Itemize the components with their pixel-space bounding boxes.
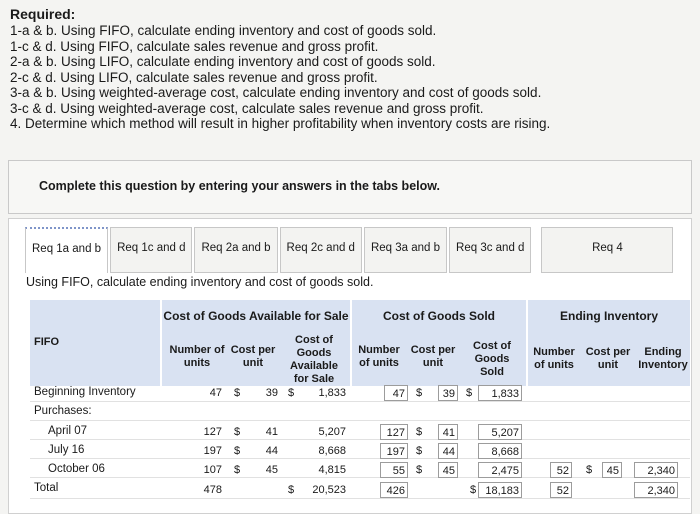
currency-symbol: $ <box>470 484 477 496</box>
row-label-beginning: Beginning Inventory <box>34 386 136 398</box>
april-available: 5,207 <box>318 426 346 438</box>
october-units: 107 <box>203 464 222 476</box>
april-sold-total-input[interactable]: 5,207 <box>478 424 522 440</box>
october-sold-cost-input[interactable]: 45 <box>438 462 458 478</box>
fifo-instruction: Using FIFO, calculate ending inventory and cost of goods sold. <box>26 275 374 289</box>
requirement-line: 4. Determine which method will result in higher profitability when inventory costs are rising. <box>10 116 551 131</box>
october-sold-units-input[interactable]: 55 <box>380 462 408 478</box>
row-label-purchases: Purchases: <box>34 405 92 417</box>
july-sold-units-input[interactable]: 197 <box>380 443 408 459</box>
currency-symbol: $ <box>234 426 241 438</box>
currency-symbol: $ <box>416 464 423 476</box>
april-cost: 41 <box>265 426 278 438</box>
april-sold-cost-input[interactable]: 41 <box>438 424 458 440</box>
requirement-line: 3-a & b. Using weighted-average cost, calculate ending inventory and cost of goods sold. <box>10 85 542 100</box>
col-header-sold-units: Number of units <box>358 344 400 369</box>
currency-symbol: $ <box>416 426 423 438</box>
october-ending-total-input[interactable]: 2,340 <box>634 462 678 478</box>
july-units: 197 <box>203 445 222 457</box>
method-label: FIFO <box>34 336 60 348</box>
currency-symbol: $ <box>586 464 593 476</box>
july-sold-cost-input[interactable]: 44 <box>438 443 458 459</box>
total-ending-total: 2,340 <box>634 482 678 498</box>
october-sold-total-input[interactable]: 2,475 <box>478 462 522 478</box>
fifo-table <box>30 300 690 510</box>
october-cost: 45 <box>265 464 278 476</box>
tab-req-4[interactable]: Req 4 <box>541 227 673 273</box>
beginning-available: 1,833 <box>318 387 346 399</box>
april-units: 127 <box>203 426 222 438</box>
currency-symbol: $ <box>466 387 473 399</box>
total-ending-units: 52 <box>550 482 572 498</box>
tab-req-2a-b[interactable]: Req 2a and b <box>194 227 277 273</box>
tab-req-3a-b[interactable]: Req 3a and b <box>364 227 447 273</box>
currency-symbol: $ <box>288 387 295 399</box>
beginning-sold-units-input[interactable]: 47 <box>384 385 408 401</box>
required-title: Required: <box>10 6 76 22</box>
col-header-cost-per-unit: Cost per unit <box>230 344 276 369</box>
beginning-units: 47 <box>209 387 222 399</box>
tab-req-1a-b[interactable]: Req 1a and b <box>25 227 108 273</box>
october-ending-cost-input[interactable]: 45 <box>602 462 622 478</box>
header-blank <box>30 300 160 332</box>
currency-symbol: $ <box>234 445 241 457</box>
row-label-total: Total <box>34 482 59 494</box>
october-available: 4,815 <box>318 464 346 476</box>
group-header-sold: Cost of Goods Sold <box>352 300 526 332</box>
requirement-line: 2-c & d. Using LIFO, calculate sales revenue and gross profit. <box>10 69 378 85</box>
total-units: 478 <box>203 484 222 496</box>
requirement-line: 2-a & b. Using LIFO, calculate ending inventory and cost of goods sold. <box>10 54 436 69</box>
currency-symbol: $ <box>288 484 295 496</box>
col-header-sold-cost: Cost per unit <box>410 344 456 369</box>
currency-symbol: $ <box>416 445 423 457</box>
total-sold-units: 426 <box>380 482 408 498</box>
row-label-october: October 06 <box>48 463 105 475</box>
currency-symbol: $ <box>416 387 423 399</box>
col-header-ending-units: Number of units <box>533 346 575 371</box>
requirement-line: 1-c & d. Using FIFO, calculate sales revenue and gross profit. <box>10 38 379 54</box>
tab-bar <box>25 227 675 273</box>
group-header-available: Cost of Goods Available for Sale <box>162 300 350 332</box>
july-sold-total-input[interactable]: 8,668 <box>478 443 522 459</box>
group-header-ending: Ending Inventory <box>528 300 690 332</box>
requirement-line: 1-a & b. Using FIFO, calculate ending inventory and cost of goods sold. <box>10 23 437 38</box>
total-sold-total: 18,183 <box>478 482 522 498</box>
col-header-cost-sold: Cost of Goods Sold <box>473 340 511 378</box>
tab-req-1c-d[interactable]: Req 1c and d <box>110 227 192 273</box>
july-available: 8,668 <box>318 445 346 457</box>
col-header-cost-available: Cost of Goods Available for Sale <box>290 334 338 385</box>
col-header-ending-cost: Cost per unit <box>585 346 631 371</box>
requirement-line: 3-c & d. Using weighted-average cost, calculate sales revenue and gross profit. <box>10 100 484 116</box>
beginning-cost: 39 <box>265 387 278 399</box>
total-available: 20,523 <box>312 484 346 496</box>
complete-instruction: Complete this question by entering your answers in the tabs below. <box>39 179 440 193</box>
requirements-block <box>10 6 690 132</box>
instructions-box <box>8 160 692 214</box>
october-ending-units-input[interactable]: 52 <box>550 462 572 478</box>
july-cost: 44 <box>265 445 278 457</box>
april-sold-units-input[interactable]: 127 <box>380 424 408 440</box>
col-header-ending-inventory: Ending Inventory <box>638 346 688 371</box>
tab-req-2c-d[interactable]: Req 2c and d <box>280 227 362 273</box>
col-header-units: Number of units <box>169 344 225 369</box>
beginning-sold-cost-input[interactable]: 39 <box>438 385 458 401</box>
tab-req-3c-d[interactable]: Req 3c and d <box>449 227 531 273</box>
row-label-april: April 07 <box>48 425 87 437</box>
row-label-july: July 16 <box>48 444 85 456</box>
currency-symbol: $ <box>234 387 241 399</box>
currency-symbol: $ <box>234 464 241 476</box>
beginning-sold-total-input[interactable]: 1,833 <box>478 385 522 401</box>
